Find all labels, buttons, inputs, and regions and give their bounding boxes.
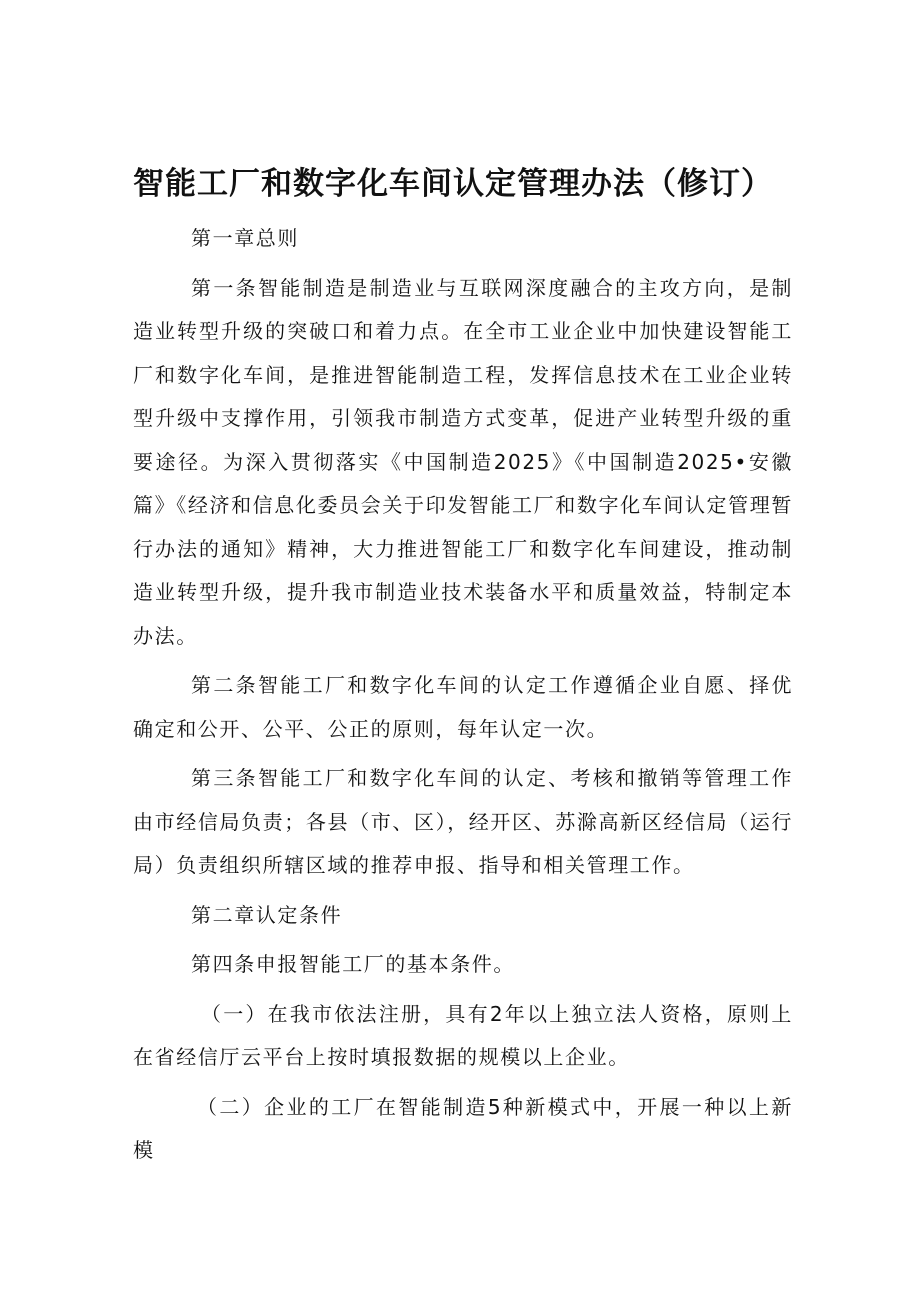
page-title: 智能工厂和数字化车间认定管理办法（修订） (133, 165, 773, 202)
article-4-item-1: （一）在我市依法注册，具有2年以上独立法人资格，原则上在省经信厅云平台上按时填报数据的规模以上企业。 (133, 1001, 793, 1069)
document-body (133, 217, 793, 1179)
article-1: 第一条智能制造是制造业与互联网深度融合的主攻方向，是制造业转型升级的突破口和着力点。在全市工业企业中加快建设智能工厂和数字化车间，是推进智能制造工程，发挥信息技术在工业企业转型升级中支撑作用，引领我市制造方式变革，促进产业转型升级的重要途径。为深入贯彻落实《中国制造2025》《中国制造2025•安徽篇》《经济和信息化委员会关于印发智能工厂和数字化车间认定管理暂行办法的通知》精神，大力推进智能工厂和数字化车间建设，推动制造业转型升级，提升我市制造业技术装备水平和质量效益，特制定本办法。 (133, 275, 793, 648)
article-4-item-2: （二）企业的工厂在智能制造5种新模式中，开展一种以上新模 (133, 1094, 793, 1162)
chapter-heading-2: 第二章认定条件 (191, 902, 343, 927)
article-3: 第三条智能工厂和数字化车间的认定、考核和撤销等管理工作由市经信局负责；各县（市、区），经开区、苏滁高新区经信局（运行局）负责组织所辖区域的推荐申报、指导和相关管理工作。 (133, 766, 793, 877)
chapter-heading-1: 第一章总则 (191, 226, 299, 250)
article-4: 第四条申报智能工厂的基本条件。 (191, 952, 515, 976)
article-2: 第二条智能工厂和数字化车间的认定工作遵循企业自愿、择优确定和公开、公平、公正的原则，每年认定一次。 (133, 673, 793, 741)
